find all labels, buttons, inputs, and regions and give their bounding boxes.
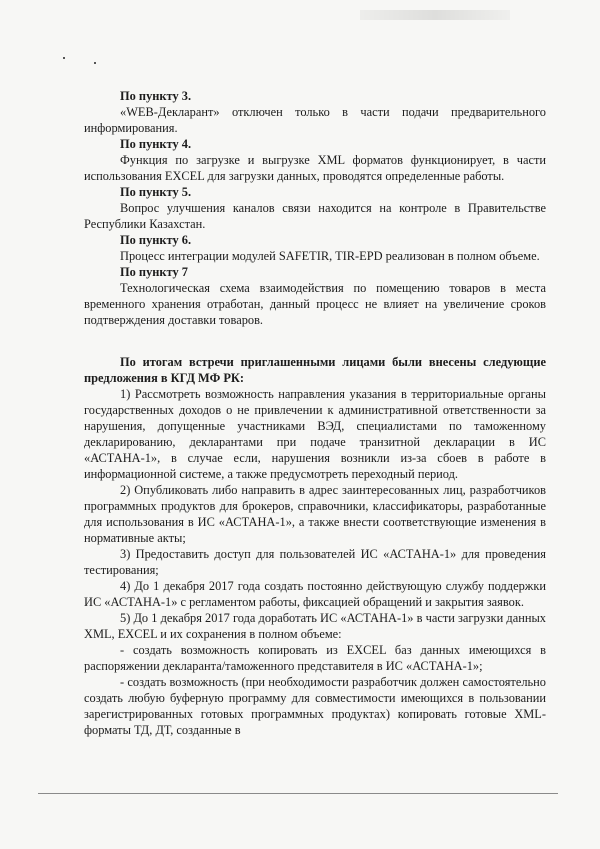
proposal-item: 2) Опубликовать либо направить в адрес заинтересованных лиц, разработчиков программных продуктов для брокеров, справочники, классификаторы, разработанные для использования в ИС «АСТАНА-1», а также внести соответствующие изменения в нормативные акты; xyxy=(84,483,546,545)
section-heading: По пункту 4. xyxy=(120,137,192,151)
scan-speck xyxy=(94,62,96,64)
scan-speck xyxy=(63,57,65,59)
proposal-item: 5) До 1 декабря 2017 года доработать ИС «АСТАНА-1» в части загрузки данных XML, EXCEL и их сохранения в полном объеме: xyxy=(84,611,546,641)
scan-artifact xyxy=(360,10,510,20)
proposal-item: 1) Рассмотреть возможность направления указания в территориальные органы государственных доходов о не привлечении к административной ответственности за нарушения, допущенные участниками ВЭД, специалистами по таможенному декларированию, декларантами при подаче транзитной декларации в ИС «АСТАНА-1», в случае если, нарушения возникли из-за сбоев в работе в информационной системе, а также предусмотреть переходный период. xyxy=(84,387,546,481)
proposals-heading: По итогам встречи приглашенными лицами были внесены следующие предложения в КГД МФ РК: xyxy=(84,355,546,385)
proposal-item: - создать возможность копировать из EXCEL баз данных имеющихся в распоряжении декларанта/таможенного представителя в ИС «АСТАНА-1»; xyxy=(84,643,546,673)
section-heading: По пункту 7 xyxy=(120,265,188,279)
document-body xyxy=(84,88,546,738)
proposal-item: 3) Предоставить доступ для пользователей ИС «АСТАНА-1» для проведения тестирования; xyxy=(84,547,546,577)
proposal-item: 4) До 1 декабря 2017 года создать постоянно действующую службу поддержки ИС «АСТАНА-1» с регламентом работы, фиксацией обращений и закрытия заявок. xyxy=(84,579,546,609)
section-heading: По пункту 5. xyxy=(120,185,192,199)
section-heading: По пункту 3. xyxy=(120,89,192,103)
section-text: Процесс интеграции модулей SAFETIR, TIR-EPD реализован в полном объеме. xyxy=(120,249,540,263)
section-text: Технологическая схема взаимодействия по помещению товаров в места временного хранения отработан, данный процесс не влияет на увеличение сроков подтверждения доставки товаров. xyxy=(84,281,546,327)
section-text: Функция по загрузке и выгрузке XML форматов функционирует, в части использования EXCEL для загрузки данных, проводятся определенные работы. xyxy=(84,153,546,183)
footer-rule xyxy=(38,793,558,794)
proposal-item: - создать возможность (при необходимости разработчик должен самостоятельно создать любую буферную программу для совместимости имеющихся в пользовании зарегистрированных готовых программных продуктах) копировать готовые XML-форматы ТД, ДТ, созданные в xyxy=(84,675,546,737)
section-text: Вопрос улучшения каналов связи находится на контроле в Правительстве Республики Казахстан. xyxy=(84,201,546,231)
section-text: «WEB-Декларант» отключен только в части подачи предварительного информирования. xyxy=(84,105,546,135)
section-heading: По пункту 6. xyxy=(120,233,192,247)
